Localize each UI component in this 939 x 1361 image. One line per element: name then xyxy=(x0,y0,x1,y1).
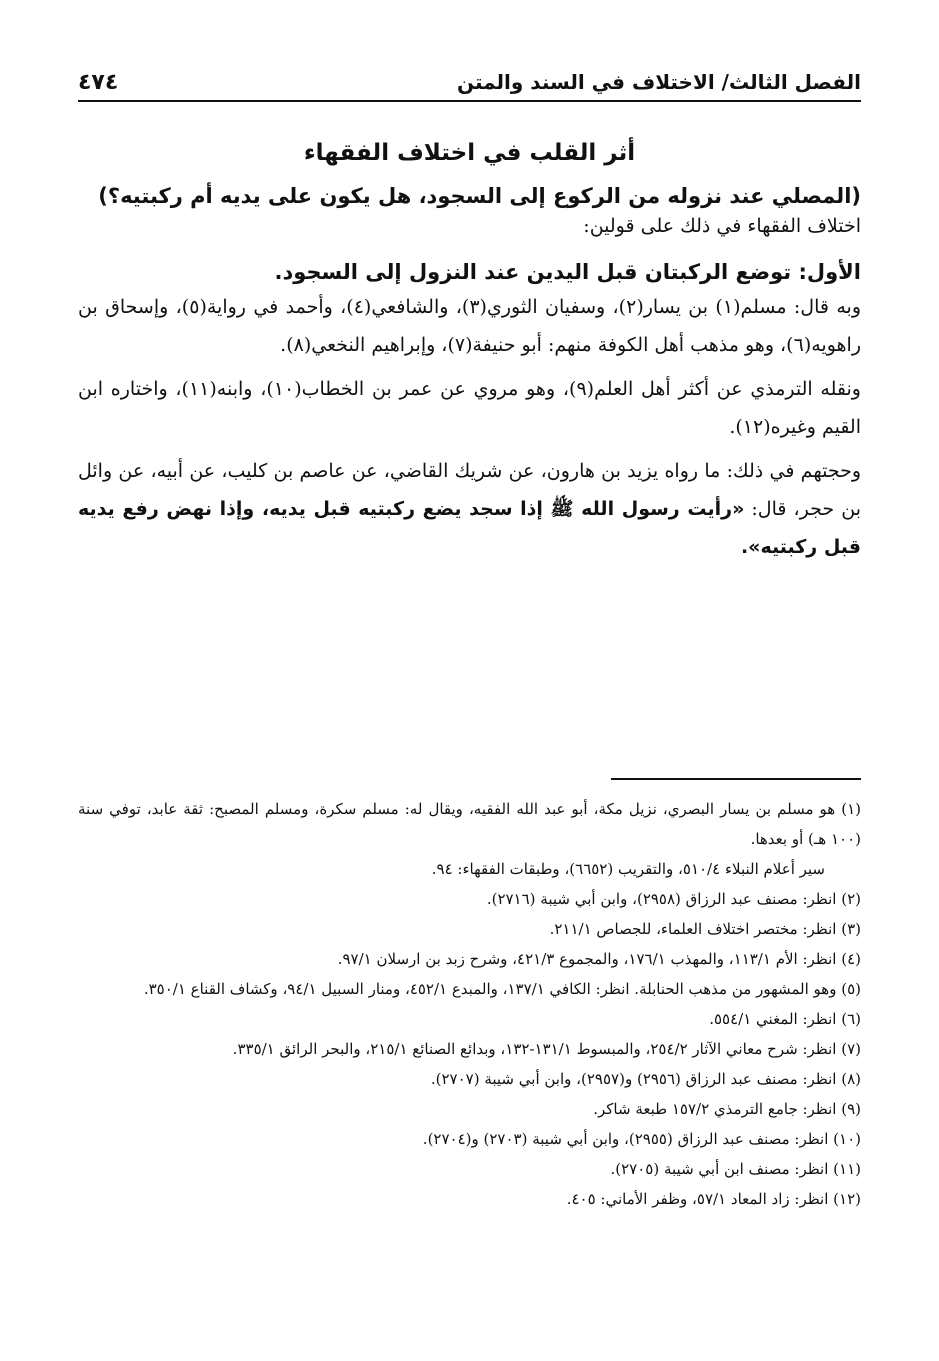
main-text xyxy=(78,140,861,572)
footnotes xyxy=(78,794,861,1214)
footnote-12: (١٢) انظر: زاد المعاد ٥٧/١، وظفر الأماني: ٤٠٥. xyxy=(566,1190,861,1208)
intro-line: اختلاف الفقهاء في ذلك على قولين: xyxy=(583,215,861,237)
footnote-separator xyxy=(611,778,861,780)
footnote-9: (٩) انظر: جامع الترمذي ١٥٧/٢ طبعة شاكر. xyxy=(593,1100,861,1118)
paragraph-3 xyxy=(78,452,861,566)
footnote-11: (١١) انظر: مصنف ابن أبي شيبة (٢٧٠٥). xyxy=(610,1160,861,1178)
footnote-1: (١) هو مسلم بن يسار البصري، نزيل مكة، أبو عبد الله الفقيه، ويقال له: مسلم سكرة، ومسلم المصبح: ثقة عابد، توفي سنة (١٠٠ هـ) أو بعدها. xyxy=(78,800,861,848)
footnote-1-sources: سير أعلام النبلاء ٥١٠/٤، والتقريب (٦٦٥٢)، وطبقات الفقهاء: ٩٤. xyxy=(431,860,825,878)
footnote-5: (٥) وهو المشهور من مذهب الحنابلة. انظر: الكافي ١٣٧/١، والمبدع ٤٥٢/١، ومنار السبيل ٩٤/١، وكشاف القناع ٣٥٠/١. xyxy=(143,980,861,998)
footnote-6: (٦) انظر: المغني ٥٥٤/١. xyxy=(709,1010,861,1028)
footnote-8: (٨) انظر: مصنف عبد الرزاق (٢٩٥٦) و(٢٩٥٧)، وابن أبي شيبة (٢٧٠٧). xyxy=(430,1070,861,1088)
section-title: أثر القلب في اختلاف الفقهاء xyxy=(303,140,636,166)
page-number: ٤٧٤ xyxy=(78,69,119,95)
footnote-3: (٣) انظر: مختصر اختلاف العلماء، للجصاص ٢١١/١. xyxy=(549,920,861,938)
opinion-heading: الأول: توضع الركبتان قبل اليدين عند النزول إلى السجود. xyxy=(274,260,861,284)
footnote-2: (٢) انظر: مصنف عبد الرزاق (٢٩٥٨)، وابن أبي شيبة (٢٧١٦). xyxy=(486,890,861,908)
paragraph-1: وبه قال: مسلم(١) بن يسار(٢)، وسفيان الثوري(٣)، والشافعي(٤)، وأحمد في رواية(٥)، وإسحاق بن راهويه(٦)، وهو مذهب أهل الكوفة منهم: أبو حنيفة(٧)، وإبراهيم النخعي(٨). xyxy=(78,296,862,356)
hadith-quote: «رأيت رسول الله ﷺ إذا سجد يضع ركبتيه قبل يديه، وإذا نهض رفع يديه قبل ركبتيه». xyxy=(78,498,861,558)
footnote-7: (٧) انظر: شرح معاني الآثار ٢٥٤/٢، والمبسوط ١٣١/١-١٣٢، وبدائع الصنائع ٢١٥/١، والبحر الرائق ٣٣٥/١. xyxy=(232,1040,861,1058)
footnote-10: (١٠) انظر: مصنف عبد الرزاق (٢٩٥٥)، وابن أبي شيبة (٢٧٠٣) و(٢٧٠٤). xyxy=(422,1130,861,1148)
page-header xyxy=(78,64,861,102)
paragraph-2: ونقله الترمذي عن أكثر أهل العلم(٩)، وهو مروي عن عمر بن الخطاب(١٠)، وابنه(١١)، واختاره ابن القيم وغيره(١٢). xyxy=(78,378,861,438)
question-heading: (المصلي عند نزوله من الركوع إلى السجود، هل يكون على يديه أم ركبتيه؟) xyxy=(98,184,861,208)
footnote-4: (٤) انظر: الأم ١١٣/١، والمهذب ١٧٦/١، والمجموع ٤٢١/٣، وشرح زبد بن ارسلان ٩٧/١. xyxy=(337,950,861,968)
paragraph-3-lead: وحجتهم في ذلك: ما رواه يزيد بن هارون، عن شريك القاضي، عن عاصم بن كليب، عن أبيه، عن وائل بن حجر، قال: xyxy=(78,460,861,520)
running-head: الفصل الثالث/ الاختلاف في السند والمتن xyxy=(456,70,861,94)
